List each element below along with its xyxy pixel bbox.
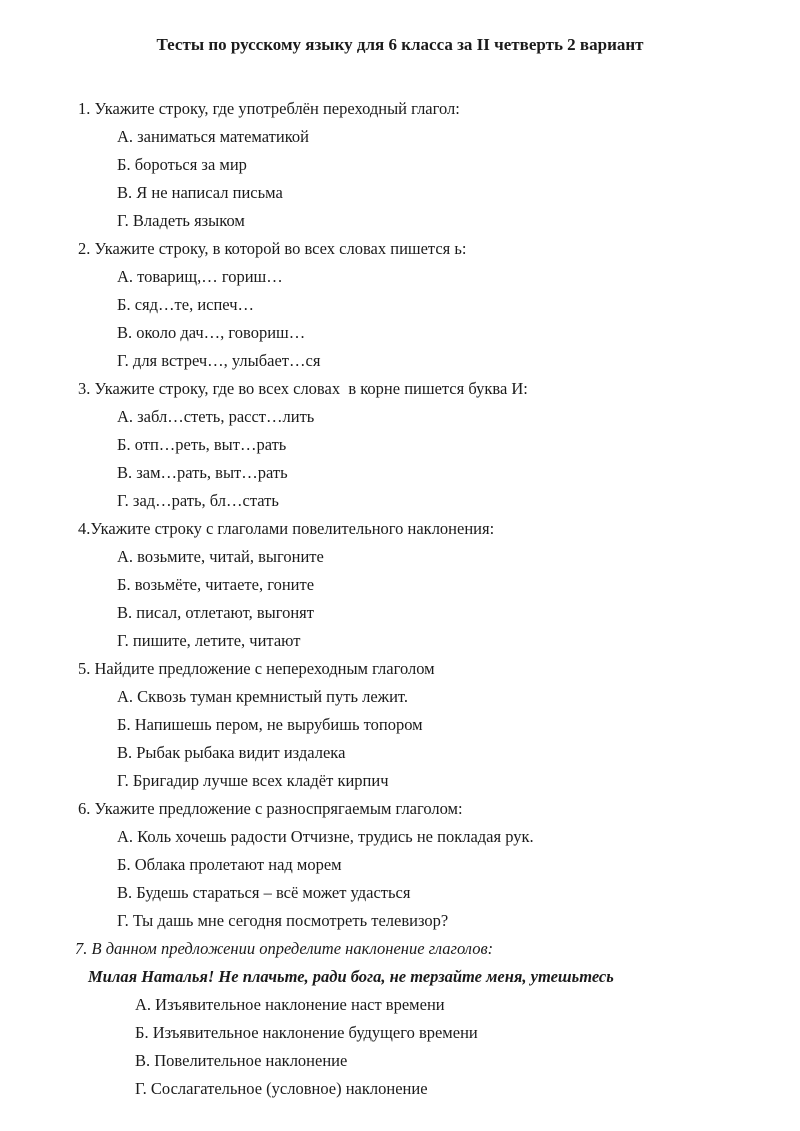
question-7 (0, 935, 800, 1103)
answer-option: В. около дач…, говориш… (117, 323, 306, 342)
answer-option: Б. отп…реть, выт…рать (117, 435, 287, 454)
answer-option: Г. Сослагательное (условное) наклонение (135, 1079, 428, 1098)
question-5 (0, 655, 800, 795)
question-stem: 5. Найдите предложение с непереходным глаголом (78, 659, 435, 678)
answer-option: В. Повелительное наклонение (135, 1051, 348, 1070)
answer-option: В. Будешь стараться – всё может удасться (117, 883, 411, 902)
answer-option: Б. Напишешь пером, не вырубишь топором (117, 715, 423, 734)
question-stem: 7. В данном предложении определите наклонение глаголов: (75, 939, 494, 958)
question-stem: 3. Укажите строку, где во всех словах в корне пишется буква И: (78, 379, 528, 398)
answer-option: Б. Облака пролетают над морем (117, 855, 342, 874)
question-6 (0, 795, 800, 935)
answer-option: Г. пишите, летите, читают (117, 631, 301, 650)
answer-option: А. Коль хочешь радости Отчизне, трудись не покладая рук. (117, 827, 534, 846)
answer-option: В. Я не написал письма (117, 183, 283, 202)
question-1 (0, 95, 800, 235)
question-stem: 4.Укажите строку с глаголами повелительного наклонения: (78, 519, 495, 538)
page-title: Тесты по русскому языку для 6 класса за II четверть 2 вариант (156, 35, 644, 54)
answer-option: А. забл…стеть, расст…лить (117, 407, 315, 426)
answer-option: Г. Бригадир лучше всех кладёт кирпич (117, 771, 389, 790)
answer-option: Г. для встреч…, улыбает…ся (117, 351, 321, 370)
answer-option: Г. Владеть языком (117, 211, 245, 230)
answer-option: Б. Изъявительное наклонение будущего времени (135, 1023, 478, 1042)
question-2 (0, 235, 800, 375)
answer-option: А. товарищ,… гориш… (117, 267, 283, 286)
answer-option: Б. возьмёте, читаете, гоните (117, 575, 315, 594)
question-stem: 1. Укажите строку, где употреблён переходный глагол: (78, 99, 460, 118)
question-stem: 6. Укажите предложение с разноспрягаемым глаголом: (78, 799, 463, 818)
answer-option: А. заниматься математикой (117, 127, 309, 146)
answer-option: А. Сквозь туман кремнистый путь лежит. (117, 687, 409, 706)
answer-option: В. Рыбак рыбака видит издалека (117, 743, 346, 762)
answer-option: Г. зад…рать, бл…стать (117, 491, 279, 510)
question-3 (0, 375, 800, 515)
answer-option: В. зам…рать, выт…рать (117, 463, 288, 482)
question-quote: Милая Наталья! Не плачьте, ради бога, не терзайте меня, утешьтесь (88, 967, 614, 986)
answer-option: А. Изъявительное наклонение наст времени (135, 995, 445, 1014)
answer-option: Б. сяд…те, испеч… (117, 295, 255, 314)
question-4 (0, 515, 800, 655)
question-stem: 2. Укажите строку, в которой во всех словах пишется ь: (78, 239, 467, 258)
answer-option: Г. Ты дашь мне сегодня посмотреть телевизор? (117, 911, 449, 930)
answer-option: А. возьмите, читай, выгоните (117, 547, 324, 566)
answer-option: Б. бороться за мир (117, 155, 247, 174)
answer-option: В. писал, отлетают, выгонят (117, 603, 314, 622)
